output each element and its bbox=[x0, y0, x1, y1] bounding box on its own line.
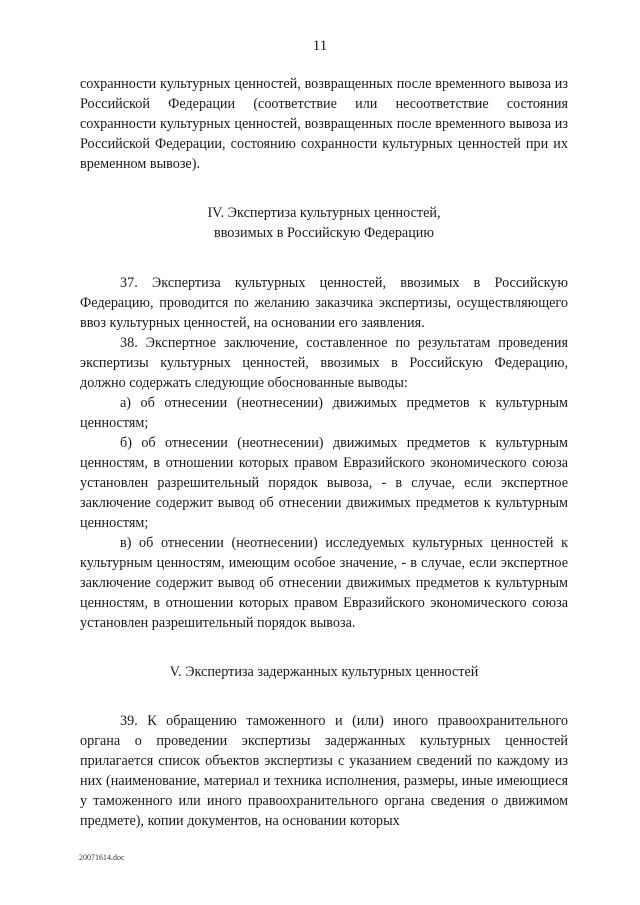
list-item-a: а) об отнесении (неотнесении) движимых предметов к культурным ценностям; bbox=[80, 395, 568, 431]
file-name-footer: 20071614.doc bbox=[79, 853, 125, 862]
section-4-heading-line-2: ввозимых в Российскую Федерацию bbox=[214, 225, 434, 241]
section-4-heading bbox=[80, 203, 568, 243]
section-5-heading: V. Экспертиза задержанных культурных ценностей bbox=[169, 664, 479, 680]
document-body bbox=[80, 74, 568, 831]
list-item-b: б) об отнесении (неотнесении) движимых предметов к культурным ценностям, в отношении которых правом Евразийского экономического союза установлен разрешительный порядок вывоза, - в случае, если экспертное заключение содержит вывод об отнесении движимых предметов к культурным ценностям; bbox=[80, 435, 568, 531]
list-item-c: в) об отнесении (неотнесении) исследуемых культурных ценностей к культурным ценностям, имеющим особое значение, - в случае, если экспертное заключение содержит вывод об отнесении движимых предметов к культурным ценностям, в отношении которых правом Евразийского экономического союза установлен разрешительный порядок вывоза. bbox=[80, 535, 568, 631]
page-number: 11 bbox=[312, 38, 328, 54]
continuation-paragraph: сохранности культурных ценностей, возвращенных после временного вывоза из Российской Федерации (соответствие или несоответствие состояния сохранности культурных ценностей, возвращенных после временного вывоза из Российской Федерации, состоянию сохранности культурных ценностей при их временном вывозе). bbox=[80, 76, 568, 172]
section-4-heading-line-1: IV. Экспертиза культурных ценностей, bbox=[207, 205, 441, 221]
paragraph-38: 38. Экспертное заключение, составленное по результатам проведения экспертизы культурных ценностей, ввозимых в Российскую Федерацию, должно содержать следующие обоснованные выводы: bbox=[80, 335, 568, 391]
paragraph-37: 37. Экспертиза культурных ценностей, ввозимых в Российскую Федерацию, проводится по желанию заказчика экспертизы, осуществляющего ввоз культурных ценностей, на основании его заявления. bbox=[80, 275, 568, 331]
paragraph-39: 39. К обращению таможенного и (или) иного правоохранительного органа о проведении экспертизы задержанных культурных ценностей прилагается список объектов экспертизы с указанием сведений по каждому из них (наименование, материал и техника исполнения, размеры, иные имеющиеся у таможенного или иного правоохранительного органа сведения о движимом предмете), копии документов, на основании которых bbox=[80, 713, 568, 829]
